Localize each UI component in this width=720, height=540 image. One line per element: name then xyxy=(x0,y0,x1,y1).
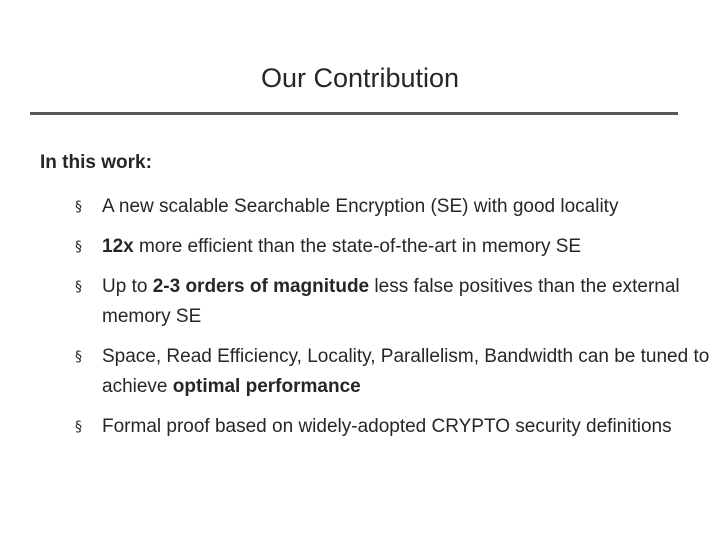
section-sign-bullet-icon xyxy=(75,234,86,249)
bullet-item xyxy=(75,232,715,262)
bullet-text-part: Formal proof based on widely-adopted CRYPTO security definitions xyxy=(102,416,672,437)
bullet-text xyxy=(102,416,672,437)
bullet-text xyxy=(102,276,680,327)
bullet-text-part: Space, Read Efficiency, Locality, Parallelism, Bandwidth can be tuned to achieve xyxy=(102,346,710,397)
bullet-item xyxy=(75,272,715,332)
title-divider xyxy=(30,112,678,115)
bullet-item xyxy=(75,192,715,222)
bullet-item xyxy=(75,412,715,442)
bullet-text-part: less false positives than the external memory SE xyxy=(102,276,680,327)
bullet-text-part: more efficient than the state-of-the-art in memory SE xyxy=(133,236,582,257)
bullet-text-part: A new scalable Searchable Encryption (SE) with good locality xyxy=(102,196,619,217)
bullet-text xyxy=(102,196,618,217)
slide-title: Our Contribution xyxy=(260,63,460,93)
bullet-item xyxy=(75,342,715,402)
section-sign-bullet-icon xyxy=(75,414,86,429)
bullet-text-bold: 12x xyxy=(102,236,134,257)
bullet-text xyxy=(102,346,709,397)
section-sign-bullet-icon xyxy=(75,344,86,359)
bullet-list xyxy=(75,192,715,452)
intro-heading: In this work: xyxy=(40,152,152,173)
bullet-text-part: Up to xyxy=(102,276,153,297)
bullet-text-bold: 2-3 orders of magnitude xyxy=(152,276,370,297)
section-sign-bullet-icon xyxy=(75,274,86,289)
bullet-text-bold: optimal performance xyxy=(172,376,361,397)
bullet-text xyxy=(102,236,581,257)
section-sign-bullet-icon xyxy=(75,194,86,209)
